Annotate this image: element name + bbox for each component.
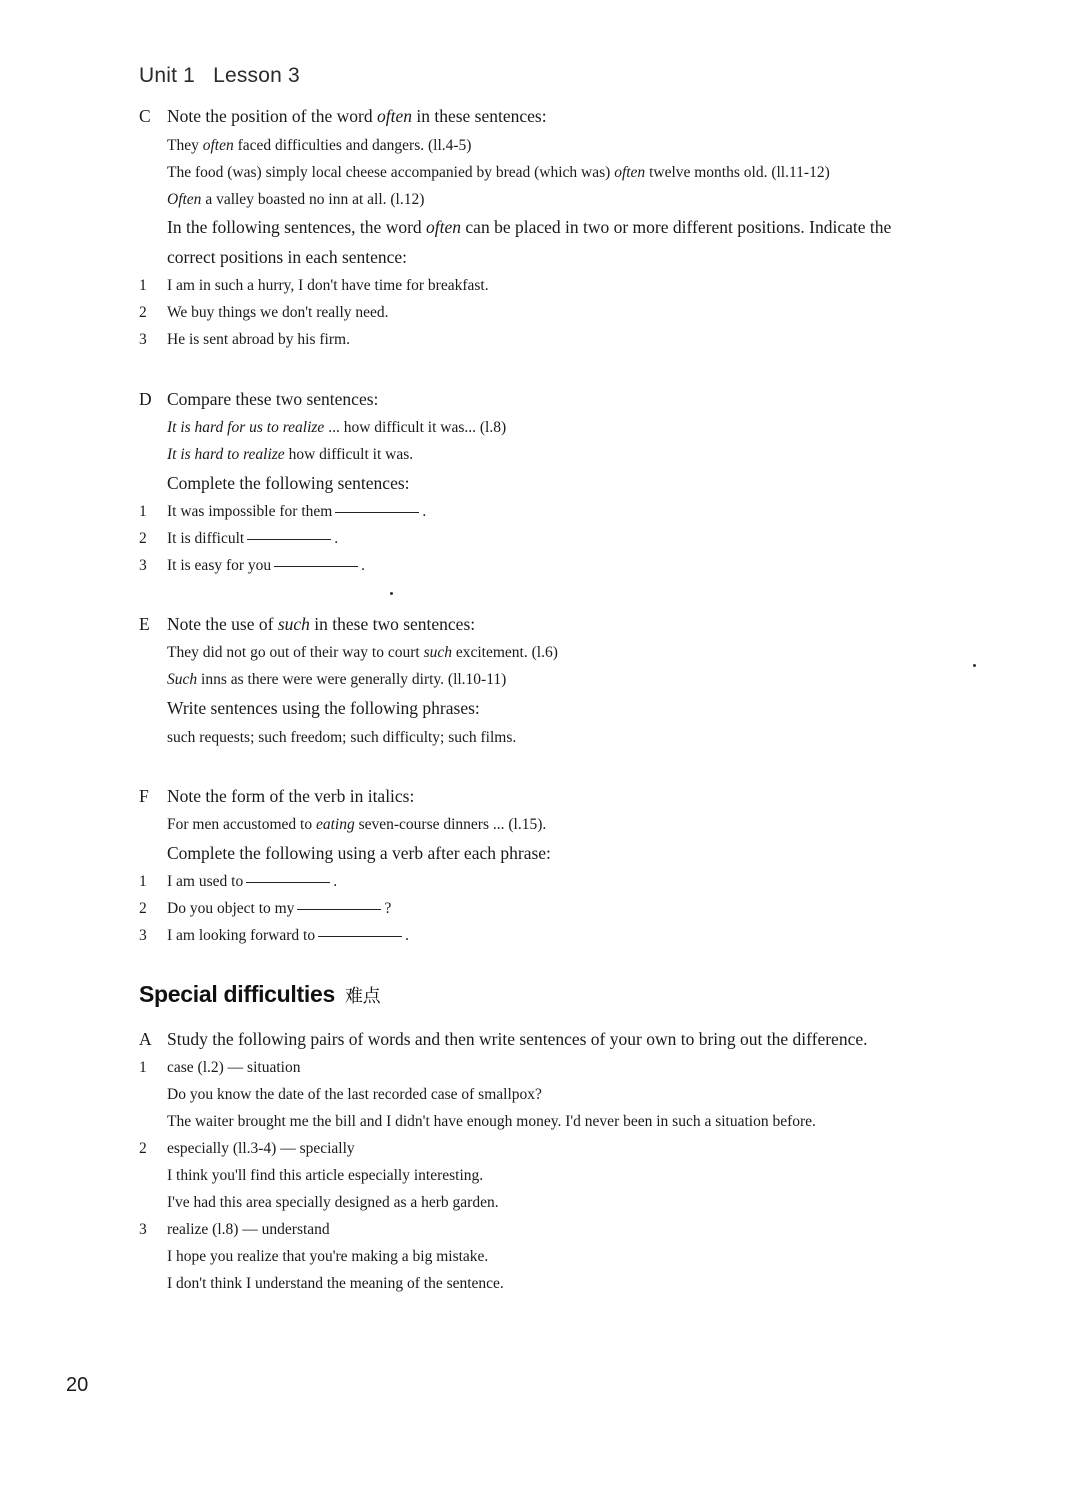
section-letter: A xyxy=(139,1029,152,1049)
scan-speck xyxy=(973,664,976,667)
answer-blank[interactable] xyxy=(274,565,358,567)
example-sentence: It is hard to realize how difficult it was. xyxy=(167,446,414,463)
example-sentence: The food (was) simply local cheese accompanied by bread (which was) often twelve months old. (ll.11-12) xyxy=(167,164,830,181)
item-number: 3 xyxy=(139,557,147,574)
example-sentence: I think you'll find this article especially interesting. xyxy=(167,1167,484,1184)
answer-blank[interactable] xyxy=(246,881,330,883)
item-number: 1 xyxy=(139,873,147,890)
exercise-item: We buy things we don't really need. xyxy=(167,304,389,321)
word-pair: especially (ll.3-4) — specially xyxy=(167,1140,355,1157)
word-pair: realize (l.8) — understand xyxy=(167,1221,330,1238)
item-number: 1 xyxy=(139,277,147,294)
exercise-item: I am in such a hurry, I don't have time for breakfast. xyxy=(167,277,489,294)
example-sentence: Often a valley boasted no inn at all. (l.12) xyxy=(167,191,425,208)
example-sentence: I've had this area specially designed as a herb garden. xyxy=(167,1194,499,1211)
exercise-item: He is sent abroad by his firm. xyxy=(167,331,350,348)
answer-blank[interactable] xyxy=(247,538,331,540)
page-number: 20 xyxy=(66,1374,89,1396)
example-sentence: It is hard for us to realize ... how difficult it was... (l.8) xyxy=(167,419,507,436)
exercise-item: It is easy for you . xyxy=(167,557,366,574)
answer-blank[interactable] xyxy=(335,511,419,513)
exercise-item: I am used to . xyxy=(167,873,338,890)
section-instruction: Study the following pairs of words and then write sentences of your own to bring out the difference. xyxy=(167,1029,868,1049)
answer-blank[interactable] xyxy=(318,935,402,937)
example-sentence: The waiter brought me the bill and I didn't have enough money. I'd never been in such a situation before. xyxy=(167,1113,816,1130)
example-sentence: Do you know the date of the last recorded case of smallpox? xyxy=(167,1086,542,1103)
item-number: 2 xyxy=(139,304,147,321)
exercise-item: Do you object to my ? xyxy=(167,900,392,917)
example-sentence: They did not go out of their way to court such excitement. (l.6) xyxy=(167,644,558,661)
scan-speck xyxy=(390,592,393,595)
unit-label: Unit 1 xyxy=(139,64,196,87)
special-difficulties-heading: Special difficulties 难点 xyxy=(139,981,381,1007)
example-sentence: For men accustomed to eating seven-course dinners ... (l.15). xyxy=(167,816,547,833)
word-pair: case (l.2) — situation xyxy=(167,1059,301,1076)
phrase-list: such requests; such freedom; such difficulty; such films. xyxy=(167,729,517,746)
exercise-item: I am looking forward to . xyxy=(167,927,409,944)
exercise-item: It was impossible for them . xyxy=(167,503,427,520)
item-number: 2 xyxy=(139,900,147,917)
item-number: 3 xyxy=(139,927,147,944)
section-instruction: Note the form of the verb in italics: xyxy=(167,786,415,806)
section-letter: F xyxy=(139,786,149,806)
item-number: 3 xyxy=(139,331,147,348)
task-instruction: correct positions in each sentence: xyxy=(167,247,408,267)
example-sentence: I hope you realize that you're making a big mistake. xyxy=(167,1248,489,1265)
unit-lesson-header xyxy=(139,64,300,88)
item-number: 2 xyxy=(139,530,147,547)
heading-chinese: 难点 xyxy=(344,986,381,1007)
section-instruction: Note the use of such in these two sentences: xyxy=(167,614,476,634)
section-letter: D xyxy=(139,389,152,409)
example-sentence: They often faced difficulties and dangers. (ll.4-5) xyxy=(167,137,472,154)
item-number: 3 xyxy=(139,1221,147,1238)
section-letter: E xyxy=(139,614,150,634)
item-number: 1 xyxy=(139,1059,147,1076)
example-sentence: Such inns as there were were generally dirty. (ll.10-11) xyxy=(167,671,507,688)
task-instruction: In the following sentences, the word often can be placed in two or more different positions. Indicate the xyxy=(167,217,892,237)
section-instruction: Compare these two sentences: xyxy=(167,389,379,409)
section-letter: C xyxy=(139,106,151,126)
item-number: 1 xyxy=(139,503,147,520)
task-instruction: Complete the following sentences: xyxy=(167,473,410,493)
task-instruction: Write sentences using the following phrases: xyxy=(167,698,480,718)
answer-blank[interactable] xyxy=(297,908,381,910)
example-sentence: I don't think I understand the meaning of the sentence. xyxy=(167,1275,504,1292)
task-instruction: Complete the following using a verb after each phrase: xyxy=(167,843,551,863)
lesson-label: Lesson 3 xyxy=(213,64,300,87)
section-instruction: Note the position of the word often in these sentences: xyxy=(167,106,547,126)
exercise-item: It is difficult . xyxy=(167,530,339,547)
item-number: 2 xyxy=(139,1140,147,1157)
